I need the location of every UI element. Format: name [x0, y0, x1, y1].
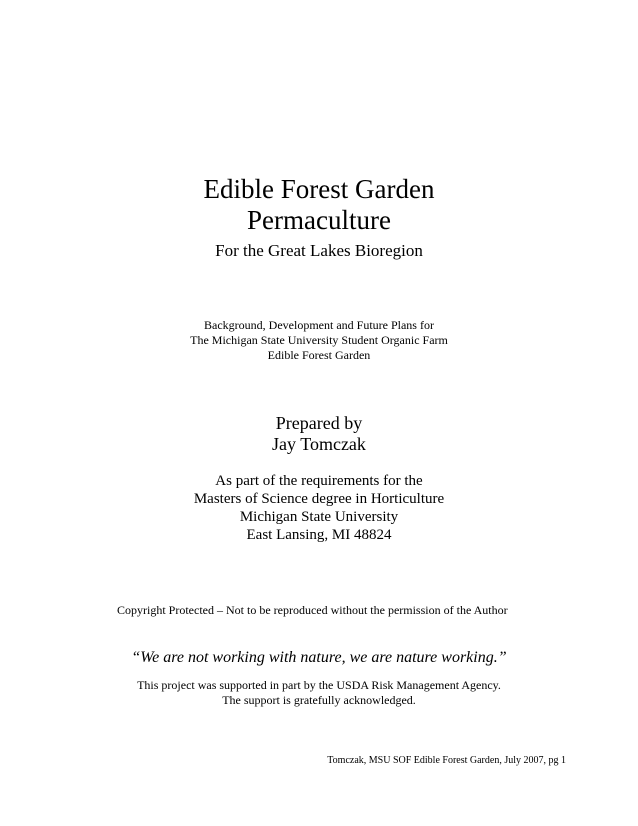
- quote: “We are not working with nature, we are nature working.”: [131, 649, 507, 666]
- background-line-2: The Michigan State University Student Organic Farm: [190, 333, 448, 347]
- page-footer: Tomczak, MSU SOF Edible Forest Garden, July 2007, pg 1: [327, 755, 566, 766]
- prepared-by-label: Prepared by: [275, 413, 363, 433]
- support-line-1: This project was supported in part by the USDA Risk Management Agency.: [137, 678, 501, 692]
- requirements-line-3: Michigan State University: [239, 509, 399, 525]
- title-line-2: Permaculture: [247, 205, 391, 235]
- requirements-line-2: Masters of Science degree in Horticulture: [193, 491, 445, 507]
- requirements-line-1: As part of the requirements for the: [215, 473, 423, 489]
- author-name: Jay Tomczak: [272, 434, 366, 454]
- background-line-1: Background, Development and Future Plans for: [204, 318, 434, 332]
- background-line-3: Edible Forest Garden: [267, 348, 371, 362]
- title-line-1: Edible Forest Garden: [203, 174, 435, 204]
- copyright-notice: Copyright Protected – Not to be reproduced without the permission of the Author: [117, 603, 508, 617]
- support-line-2: The support is gratefully acknowledged.: [222, 693, 416, 707]
- requirements-line-4: East Lansing, MI 48824: [246, 527, 392, 543]
- subtitle: For the Great Lakes Bioregion: [215, 241, 423, 260]
